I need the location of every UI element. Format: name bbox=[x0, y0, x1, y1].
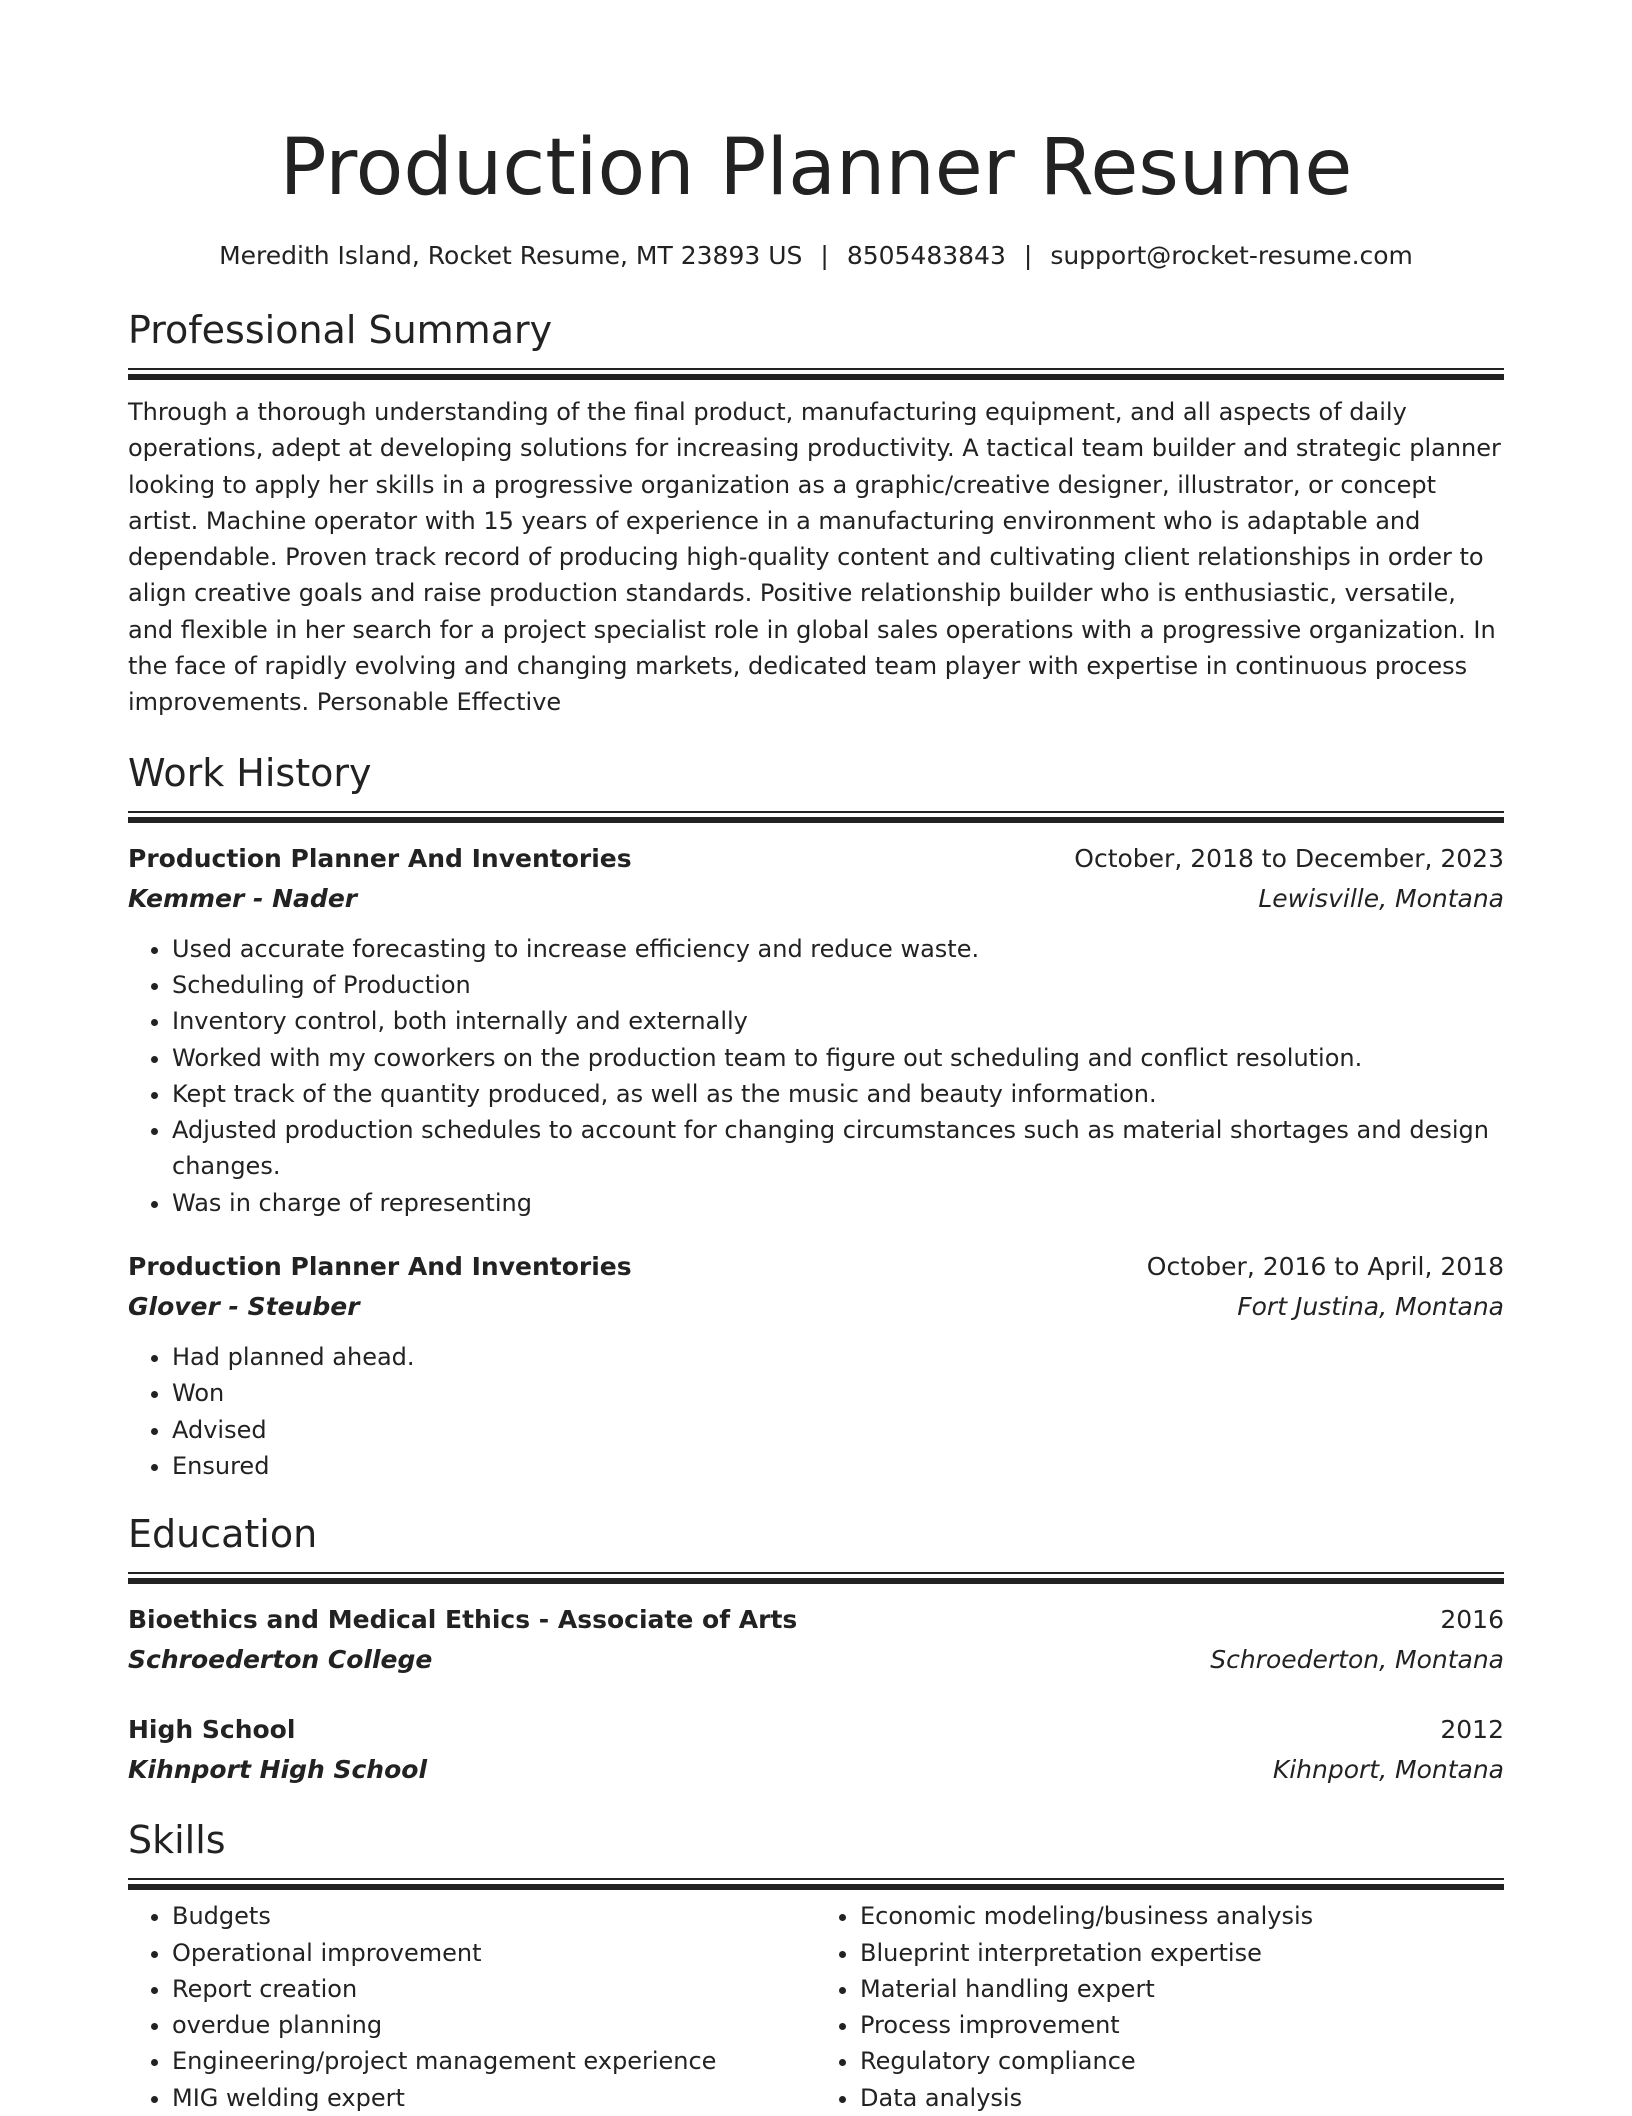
list-item: • Worked with my coworkers on the production team to figure out scheduling and conflict resolution. bbox=[172, 1040, 1504, 1076]
education-header-row bbox=[128, 1710, 1504, 1750]
education-school-row bbox=[128, 1640, 1504, 1680]
contact-phone: 8505483843 bbox=[846, 241, 1006, 270]
list-item: • Kept track of the quantity produced, as well as the music and beauty information. bbox=[172, 1076, 1504, 1112]
skill-item: • overdue planning bbox=[172, 2007, 816, 2043]
contact-separator: | bbox=[820, 241, 829, 270]
job-header-row bbox=[128, 1247, 1504, 1287]
education-school: Kihnport High School bbox=[128, 1755, 428, 1785]
section-heading-education: Education bbox=[128, 1512, 318, 1557]
job-entry bbox=[128, 1247, 1504, 1484]
list-item: • Advised bbox=[172, 1412, 1504, 1448]
job-location: Lewisville, Montana bbox=[1258, 883, 1504, 913]
job-company: Glover - Steuber bbox=[128, 1292, 360, 1322]
skill-item: • Economic modeling/business analysis bbox=[860, 1898, 1504, 1934]
skill-item: • Budgets bbox=[172, 1898, 816, 1934]
section-heading-work: Work History bbox=[128, 750, 372, 795]
job-bullets bbox=[128, 1339, 1504, 1484]
skill-item: • Data analysis bbox=[860, 2080, 1504, 2116]
skill-item: • MIG welding expert bbox=[172, 2080, 816, 2116]
education-section bbox=[128, 1510, 1504, 1790]
education-location: Schroederton, Montana bbox=[1210, 1645, 1504, 1675]
list-item: • Won bbox=[172, 1375, 1504, 1411]
page-title: Production Planner Resume bbox=[279, 123, 1353, 213]
job-dates: October, 2018 to December, 2023 bbox=[1074, 843, 1504, 873]
skills-list-left bbox=[128, 1898, 816, 2116]
skills-list-right bbox=[816, 1898, 1504, 2116]
education-school: Schroederton College bbox=[128, 1645, 433, 1675]
list-item: • Used accurate forecasting to increase efficiency and reduce waste. bbox=[172, 931, 1504, 967]
section-heading-skills: Skills bbox=[128, 1818, 226, 1863]
summary-section bbox=[128, 306, 1504, 721]
skill-item: • Report creation bbox=[172, 1971, 816, 2007]
section-divider bbox=[128, 1572, 1504, 1584]
list-item: • Adjusted production schedules to account for changing circumstances such as material shortages and design changes. bbox=[172, 1112, 1504, 1185]
education-degree: High School bbox=[128, 1715, 296, 1745]
job-location: Fort Justina, Montana bbox=[1237, 1292, 1504, 1322]
section-heading-summary: Professional Summary bbox=[128, 308, 553, 352]
job-title: Production Planner And Inventories bbox=[128, 843, 632, 873]
section-divider bbox=[128, 811, 1504, 823]
contact-email: support@rocket-resume.com bbox=[1050, 241, 1413, 270]
education-location: Kihnport, Montana bbox=[1272, 1755, 1504, 1785]
contact-address: Meredith Island, Rocket Resume, MT 23893 US bbox=[219, 241, 803, 270]
education-entry bbox=[128, 1600, 1504, 1680]
education-header-row bbox=[128, 1600, 1504, 1640]
skill-item: • Process improvement bbox=[860, 2007, 1504, 2043]
skill-item: • Blueprint interpretation expertise bbox=[860, 1935, 1504, 1971]
contact-separator: | bbox=[1023, 241, 1033, 270]
skills-grid bbox=[128, 1898, 1504, 2116]
job-company-row bbox=[128, 879, 1504, 919]
section-divider bbox=[128, 368, 1504, 380]
job-company: Kemmer - Nader bbox=[128, 883, 358, 913]
education-year: 2012 bbox=[1440, 1715, 1504, 1745]
job-title: Production Planner And Inventories bbox=[128, 1252, 632, 1282]
job-entry bbox=[128, 839, 1504, 1221]
job-bullets bbox=[128, 931, 1504, 1221]
contact-line bbox=[128, 240, 1504, 272]
list-item: • Had planned ahead. bbox=[172, 1339, 1504, 1375]
skill-item: • Material handling expert bbox=[860, 1971, 1504, 2007]
education-year: 2016 bbox=[1440, 1605, 1504, 1635]
list-item: • Scheduling of Production bbox=[172, 967, 1504, 1003]
summary-text: Through a thorough understanding of the final product, manufacturing equipment, and all aspects of daily operations, adept at developing solutions for increasing productivity. A tactical team builder and strategic planner looking to apply her skills in a progressive organization as a graphic/creative designer, illustrator, or concept artist. Machine operator with 15 years of experience in a manufacturing environment who is adaptable and dependable. Proven track record of producing high-quality content and cultivating client relationships in order to align creative goals and raise production standards. Positive relationship builder who is enthusiastic, versatile, and flexible in her search for a project specialist role in global sales operations with a progressive organization. In the face of rapidly evolving and changing markets, dedicated team player with expertise in continuous process improvements. Personable Effective bbox=[128, 398, 1501, 717]
education-degree: Bioethics and Medical Ethics - Associate of Arts bbox=[128, 1605, 798, 1635]
education-entry bbox=[128, 1710, 1504, 1790]
work-history-section bbox=[128, 749, 1504, 1485]
job-company-row bbox=[128, 1287, 1504, 1327]
list-item: • Was in charge of representing bbox=[172, 1185, 1504, 1221]
job-header-row bbox=[128, 839, 1504, 879]
skills-section bbox=[128, 1816, 1504, 2116]
list-item: • Inventory control, both internally and externally bbox=[172, 1003, 1504, 1039]
skill-item: • Operational improvement bbox=[172, 1935, 816, 1971]
job-dates: October, 2016 to April, 2018 bbox=[1146, 1252, 1504, 1282]
education-school-row bbox=[128, 1750, 1504, 1790]
skill-item: • Engineering/project management experience bbox=[172, 2043, 816, 2079]
skill-item: • Regulatory compliance bbox=[860, 2043, 1504, 2079]
list-item: • Ensured bbox=[172, 1448, 1504, 1484]
section-divider bbox=[128, 1878, 1504, 1890]
